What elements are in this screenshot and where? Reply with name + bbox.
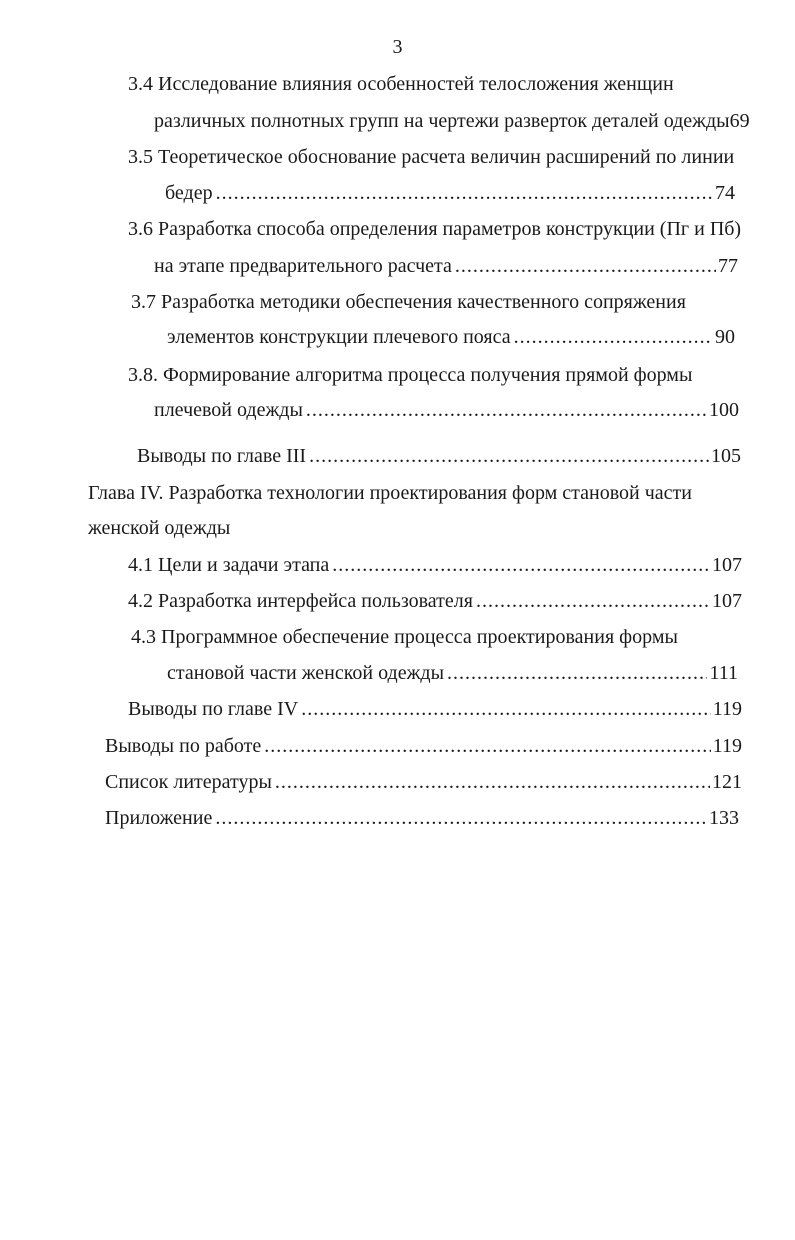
toc-entry-3-4-continuation	[154, 109, 750, 133]
toc-entry-references-page: 121	[712, 771, 742, 793]
toc-entry-3-8-page: 100	[709, 399, 739, 421]
toc-entry-4-3-continuation	[167, 661, 738, 685]
toc-entry-references	[105, 770, 742, 794]
toc-entry-3-4-page: 69	[729, 110, 750, 132]
toc-leader-dots	[514, 325, 713, 349]
toc-leader-dots	[264, 734, 711, 758]
toc-entry-4-3-title: 4.3 Программное обеспечение процесса проектирования формы	[131, 626, 678, 648]
toc-leader-dots	[301, 697, 711, 721]
toc-leader-dots	[275, 770, 710, 794]
toc-entry-3-7-continuation	[167, 325, 735, 349]
toc-leader-dots	[455, 254, 716, 278]
toc-leader-dots	[476, 589, 710, 613]
toc-entry-3-5-title: 3.5 Теоретическое обоснование расчета величин расширений по линии	[128, 146, 735, 168]
toc-entry-4-1-title: 4.1 Цели и задачи этапа	[128, 554, 330, 576]
toc-entry-4-2-page: 107	[712, 590, 742, 612]
toc-leader-dots	[309, 444, 709, 468]
toc-entry-3-6-page: 77	[718, 255, 738, 277]
toc-entry-3-5-title-cont: бедер	[165, 182, 213, 204]
toc-entry-3-5-page: 74	[715, 182, 735, 204]
toc-entry-conclusions-3-title: Выводы по главе III	[137, 445, 307, 467]
toc-entry-appendix	[105, 806, 739, 830]
toc-entry-conclusions-3	[137, 444, 741, 468]
toc-entry-references-title: Список литературы	[105, 771, 272, 793]
toc-entry-conclusions-4-page: 119	[712, 698, 742, 720]
toc-entry-conclusions-work-page: 119	[712, 735, 742, 757]
toc-chapter-4-title: Глава IV. Разработка технологии проектирования форм становой части	[88, 482, 693, 504]
toc-entry-3-8-continuation	[154, 398, 739, 422]
toc-leader-dots	[447, 661, 707, 685]
toc-leader-dots	[306, 398, 707, 422]
toc-entry-3-8-title-cont: плечевой одежды	[154, 399, 303, 421]
page-number: 3	[392, 36, 403, 58]
toc-entry-3-5-continuation	[165, 181, 735, 205]
toc-entry-3-4-title-cont: различных полнотных групп на чертежи разверток деталей одежды	[154, 110, 730, 132]
toc-entry-4-3-title-cont: становой части женской одежды	[167, 662, 445, 684]
toc-entry-3-7-title: 3.7 Разработка методики обеспечения качественного сопряжения	[131, 291, 686, 313]
toc-leader-dots	[332, 553, 710, 577]
toc-entry-3-4-title: 3.4 Исследование влияния особенностей телосложения женщин	[128, 73, 674, 95]
toc-entry-4-1	[128, 553, 742, 577]
toc-entry-3-7-title-cont: элементов конструкции плечевого пояса	[167, 326, 511, 348]
toc-entry-4-1-page: 107	[712, 554, 742, 576]
toc-entry-3-6-continuation	[154, 254, 738, 278]
toc-entry-4-2-title: 4.2 Разработка интерфейса пользователя	[128, 590, 473, 612]
toc-entry-4-3-page: 111	[709, 662, 738, 684]
toc-leader-dots	[215, 806, 707, 830]
toc-entry-3-8-title: 3.8. Формирование алгоритма процесса получения прямой формы	[128, 364, 693, 386]
toc-entry-4-2	[128, 589, 742, 613]
toc-entry-appendix-title: Приложение	[105, 807, 213, 829]
toc-entry-conclusions-work	[105, 734, 742, 758]
toc-entry-3-6-title-cont: на этапе предварительного расчета	[154, 255, 452, 277]
toc-leader-dots	[216, 181, 713, 205]
toc-entry-3-6-title: 3.6 Разработка способа определения параметров конструкции (Пг и Пб)	[128, 218, 742, 240]
toc-chapter-4-title-cont: женской одежды	[88, 517, 231, 539]
toc-entry-3-7-page: 90	[715, 326, 735, 348]
toc-entry-conclusions-4-title: Выводы по главе IV	[128, 698, 299, 720]
toc-entry-conclusions-4	[128, 697, 742, 721]
toc-entry-conclusions-3-page: 105	[711, 445, 741, 467]
toc-entry-appendix-page: 133	[709, 807, 739, 829]
toc-entry-conclusions-work-title: Выводы по работе	[105, 735, 262, 757]
